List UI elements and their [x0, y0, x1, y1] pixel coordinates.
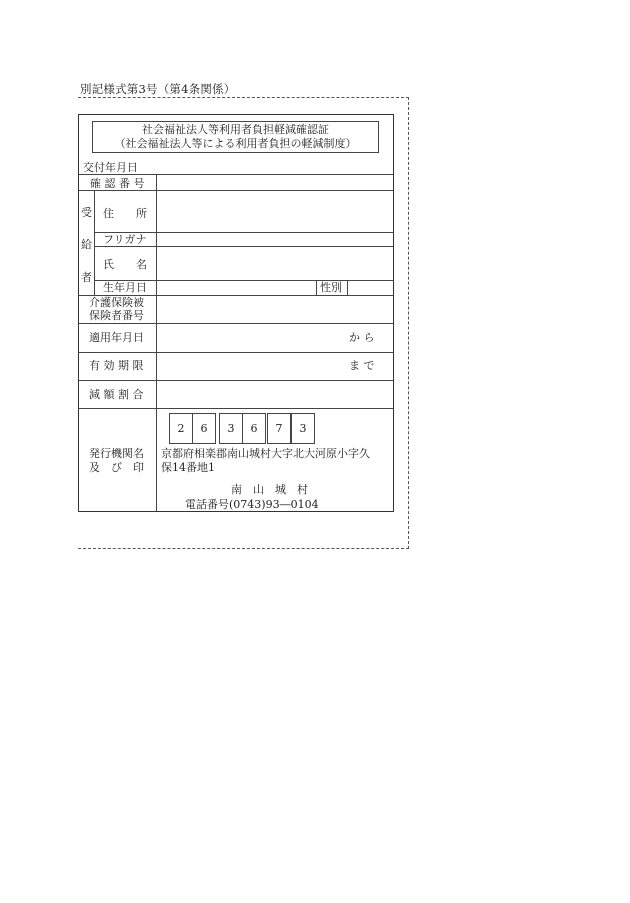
- row-divider: [79, 190, 393, 191]
- recipient-group-char: 給: [81, 238, 92, 251]
- issuer-name: 南 山 城 村: [231, 483, 308, 496]
- applicable-date-label: 適用年月日: [89, 331, 144, 344]
- sex-label-left-divider: [316, 280, 317, 295]
- issuer-phone: 電話番号(0743)93―0104: [185, 498, 319, 511]
- insurer-code-digit: 2: [169, 413, 193, 444]
- sex-label: 性別: [320, 281, 342, 294]
- row-divider: [79, 408, 393, 409]
- name-label: 氏 名: [103, 258, 147, 271]
- reduction-rate-label: 減 額 割 合: [89, 388, 144, 401]
- furigana-label: フリガナ: [103, 233, 147, 246]
- applicable-from-suffix: か ら: [349, 331, 375, 344]
- row-divider: [94, 246, 393, 247]
- insured-number-label-line1: 介護保険被: [89, 296, 144, 309]
- certificate-subtitle: （社会福祉法人等による利用者負担の軽減制度）: [114, 137, 357, 150]
- sex-label-right-divider: [347, 280, 348, 295]
- insurer-code-digit: 3: [219, 413, 243, 444]
- birthdate-label: 生年月日: [103, 281, 147, 294]
- confirmation-number-label: 確 認 番 号: [90, 177, 145, 190]
- certificate-title: 社会福祉法人等利用者負担軽減確認証: [142, 123, 329, 136]
- issue-date-label: 交付年月日: [83, 161, 138, 174]
- insurer-code-digit: 7: [267, 413, 291, 444]
- recipient-group-char: 受: [81, 206, 92, 219]
- label-column-divider: [156, 174, 157, 511]
- certificate-form: [78, 114, 394, 512]
- address-label: 住 所: [103, 207, 147, 220]
- row-divider: [79, 380, 393, 381]
- validity-label: 有 効 期 限: [89, 359, 144, 372]
- issuer-address-line1: 京都府相楽郡南山城村大字北大河原小字久: [161, 447, 370, 460]
- issuer-label-line1: 発行機関名: [89, 447, 144, 460]
- insured-number-label-line2: 保険者番号: [89, 309, 144, 322]
- issuer-address-line2: 保14番地1: [161, 461, 215, 474]
- insurer-code-digit: 6: [192, 413, 216, 444]
- recipient-group-char: 者: [81, 271, 92, 284]
- recipient-group-divider: [94, 190, 95, 295]
- issuer-label-line2: 及 び 印: [89, 461, 144, 474]
- certificate-title-box: [92, 121, 379, 153]
- insurer-code-digit: 3: [291, 413, 315, 444]
- form-number-label: 別記様式第3号（第4条関係）: [80, 82, 236, 96]
- row-divider: [79, 352, 393, 353]
- row-divider: [79, 323, 393, 324]
- validity-until-suffix: ま で: [349, 359, 375, 372]
- insurer-code-digit: 6: [242, 413, 266, 444]
- row-divider: [79, 174, 393, 175]
